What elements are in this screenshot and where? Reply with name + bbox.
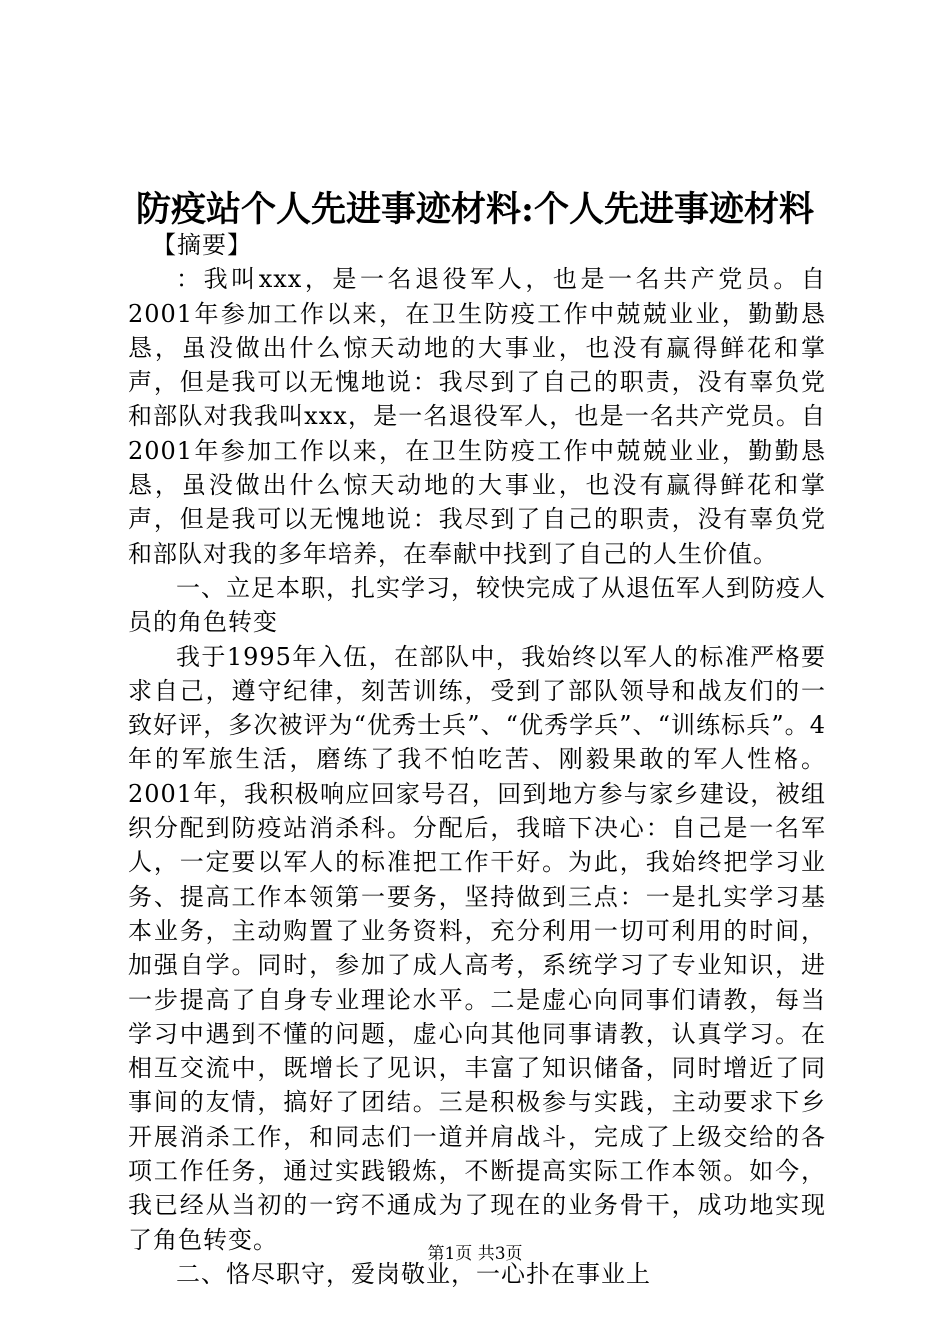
document-title: 防疫站个人先进事迹材料:个人先进事迹材料: [136, 189, 814, 230]
body-paragraph: 我于1995年入伍，在部队中，我始终以军人的标准严格要求自己，遵守纪律，刻苦训练，受到了部队领导和战友们的一致好评，多次被评为“优秀士兵”、“优秀学兵”、“训练标兵”。4年的军旅生活，磨练了我不怕吃苦、刚毅果敢的军人性格。2001年，我积极响应回家号召，回到地方参与家乡建设，被组织分配到防疫站消杀科。分配后，我暗下决心：自己是一名军人，一定要以军人的标准把工作干好。为此，我始终把学习业务、提高工作本领第一要务，坚持做到三点：一是扎实学习基本业务，主动购置了业务资料，充分利用一切可利用的时间，加强自学。同时，参加了成人高考，系统学习了专业知识，进一步提高了自身专业理论水平。二是虚心向同事们请教，每当学习中遇到不懂的问题，虚心向其他同事请教，认真学习。在相互交流中，既增长了见识，丰富了知识储备，同时增近了同事间的友情，搞好了团结。三是积极参与实践，主动要求下乡开展消杀工作，和同志们一道并肩战斗，完成了上级交给的各项工作任务，通过实践锻炼，不断提高实际工作本领。如今，我已经从当初的一窍不通成为了现在的业务骨干，成功地实现了角色转变。: [128, 642, 826, 1254]
section-heading-2: 二、恪尽职守，爱岗敬业，一心扑在事业上: [176, 1259, 651, 1288]
page-total: 共3页: [477, 1244, 523, 1264]
section-heading-1: 一、立足本职，扎实学习，较快完成了从退伍军人到防疫人员的角色转变: [128, 573, 826, 637]
document-body: [128, 228, 826, 1291]
page-number: 第1页: [427, 1244, 473, 1264]
page-footer: [0, 1242, 950, 1266]
abstract-paragraph: ：我叫xxx，是一名退役军人，也是一名共产党员。自2001年参加工作以来，在卫生防疫工作中兢兢业业，勤勤恳恳，虽没做出什么惊天动地的大事业，也没有赢得鲜花和掌声，但是我可以无愧地说：我尽到了自己的职责，没有辜负党和部队对我我叫xxx，是一名退役军人，也是一名共产党员。自2001年参加工作以来，在卫生防疫工作中兢兢业业，勤勤恳恳，虽没做出什么惊天动地的大事业，也没有赢得鲜花和掌声，但是我可以无愧地说：我尽到了自己的职责，没有辜负党和部队对我的多年培养，在奉献中找到了自己的人生价值。: [128, 265, 826, 568]
abstract-label: 【摘要】: [152, 231, 252, 259]
